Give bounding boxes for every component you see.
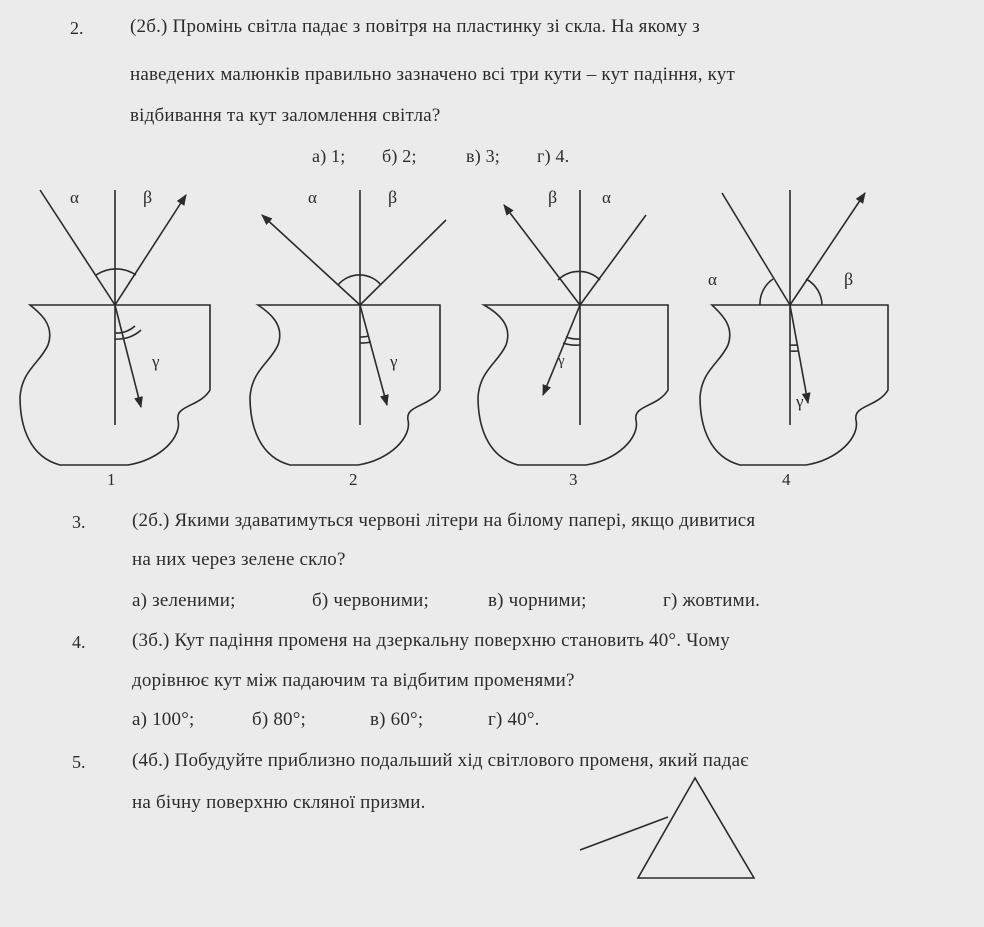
q5-number: 5. bbox=[72, 752, 86, 772]
q3-option-b: б) червоними; bbox=[312, 590, 429, 611]
q3-option-c: в) чорними; bbox=[488, 590, 587, 611]
q2-text-line3: відбивання та кут заломлення світла? bbox=[130, 105, 441, 126]
q2-option-a: а) 1; bbox=[312, 146, 346, 166]
q5-text-line2: на бічну поверхню скляної призми. bbox=[132, 792, 426, 813]
fig2-gamma: γ bbox=[390, 352, 398, 371]
fig3-beta: β bbox=[548, 187, 558, 207]
q3-option-d: г) жовтими. bbox=[663, 590, 761, 611]
fig4-gamma: γ bbox=[796, 392, 804, 411]
q3-text-line1: (2б.) Якими здаватимуться червоні літери на білому папері, якщо дивитися bbox=[132, 510, 756, 531]
fig2-beta: β bbox=[388, 187, 398, 207]
fig4-label: 4 bbox=[782, 470, 791, 489]
prism-triangle bbox=[638, 778, 754, 878]
fig2-label: 2 bbox=[349, 470, 358, 489]
q2-text-line2: наведених малюнків правильно зазначено всі три кути – кут падіння, кут bbox=[130, 64, 736, 85]
figure-1 bbox=[20, 190, 210, 465]
fig1-gamma: γ bbox=[152, 352, 160, 371]
q4-text-line1: (3б.) Кут падіння променя на дзеркальну поверхню становить 40°. Чому bbox=[132, 630, 730, 651]
q3-number: 3. bbox=[72, 512, 86, 532]
q4-text-line2: дорівнює кут між падаючим та відбитим променями? bbox=[132, 670, 575, 691]
q2-option-d: г) 4. bbox=[537, 146, 570, 166]
fig1-beta: β bbox=[143, 187, 153, 207]
q4-option-c: в) 60°; bbox=[370, 709, 424, 730]
q4-option-b: б) 80°; bbox=[252, 709, 307, 730]
fig4-alpha: α bbox=[708, 270, 717, 289]
figure-2 bbox=[250, 190, 446, 465]
q2-option-c: в) 3; bbox=[466, 146, 500, 166]
q2-text-line1: (2б.) Промінь світла падає з повітря на пластинку зі скла. На якому з bbox=[130, 16, 701, 37]
q5-text-line1: (4б.) Побудуйте приблизно подальший хід світлового променя, який падає bbox=[132, 750, 749, 771]
figure-4 bbox=[700, 190, 888, 465]
refraction-figures bbox=[0, 175, 984, 495]
q2-option-b: б) 2; bbox=[382, 146, 417, 166]
fig3-alpha: α bbox=[602, 188, 611, 207]
figure-3 bbox=[478, 190, 668, 465]
prism-figure bbox=[570, 770, 770, 890]
q3-option-a: а) зеленими; bbox=[132, 590, 236, 611]
q4-number: 4. bbox=[72, 632, 86, 652]
fig2-alpha: α bbox=[308, 188, 317, 207]
fig3-gamma: γ bbox=[558, 353, 565, 369]
fig3-label: 3 bbox=[569, 470, 578, 489]
fig1-alpha: α bbox=[70, 188, 79, 207]
q3-text-line2: на них через зелене скло? bbox=[132, 549, 346, 570]
q2-number: 2. bbox=[70, 18, 84, 38]
q4-option-a: а) 100°; bbox=[132, 709, 195, 730]
fig4-beta: β bbox=[844, 269, 854, 289]
incident-ray bbox=[580, 817, 668, 850]
q4-option-d: г) 40°. bbox=[488, 709, 540, 730]
fig1-label: 1 bbox=[107, 470, 116, 489]
